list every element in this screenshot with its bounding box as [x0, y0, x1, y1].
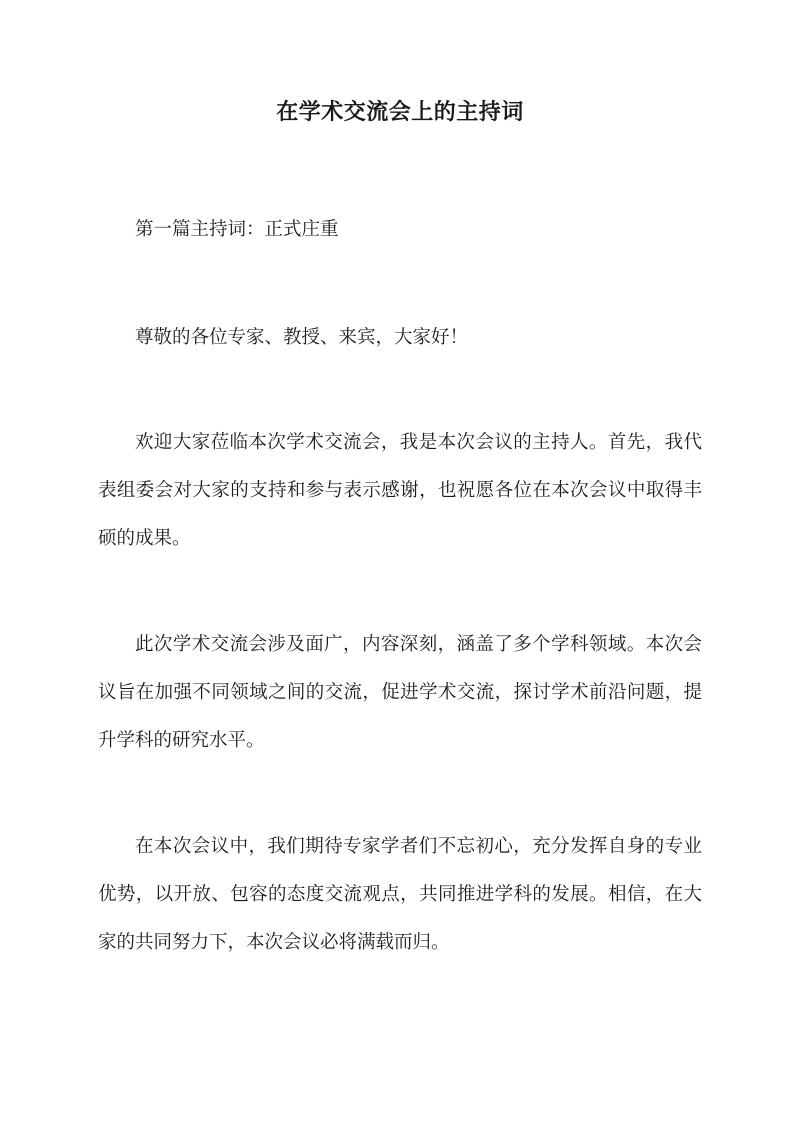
section-heading: 第一篇主持词：正式庄重 — [135, 219, 339, 240]
page-title: 在学术交流会上的主持词 — [276, 99, 524, 125]
purpose-paragraph: 此次学术交流会涉及面广，内容深刻，涵盖了多个学科领域。本次会议旨在加强不同领域之间的交流，促进学术交流，探讨学术前沿问题，提升学科的研究水平。 — [98, 634, 702, 751]
welcome-paragraph: 欢迎大家莅临本次学术交流会，我是本次会议的主持人。首先，我代表组委会对大家的支持和参与表示感谢，也祝愿各位在本次会议中取得丰硕的成果。 — [98, 432, 702, 549]
expectation-paragraph: 在本次会议中，我们期待专家学者们不忘初心，充分发挥自身的专业优势，以开放、包容的态度交流观点，共同推进学科的发展。相信，在大家的共同努力下，本次会议必将满载而归。 — [98, 836, 702, 953]
greeting-paragraph: 尊敬的各位专家、教授、来宾，大家好！ — [135, 327, 469, 348]
